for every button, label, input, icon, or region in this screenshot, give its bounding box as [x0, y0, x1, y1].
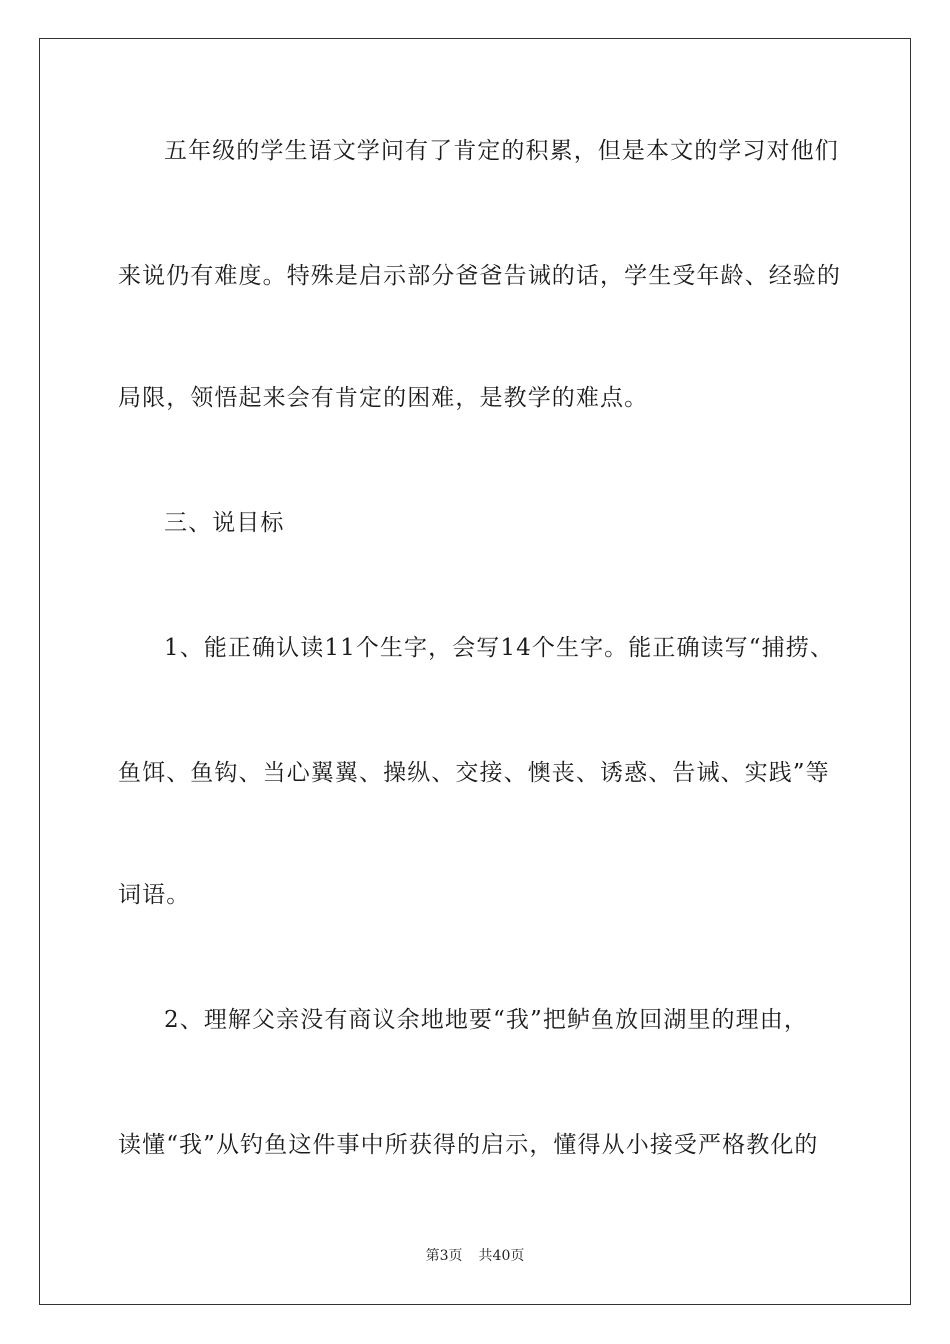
total-pages: 共40页	[478, 1248, 525, 1264]
paragraph-line: 五年级的学生语文学问有了肯定的积累，但是本文的学习对他们	[164, 138, 839, 164]
section-heading: 三、说目标	[164, 510, 285, 536]
page-border	[39, 38, 911, 1305]
page-number: 第3页	[425, 1248, 463, 1264]
paragraph-line: 局限，领悟起来会有肯定的困难，是教学的难点。	[118, 385, 649, 411]
paragraph-line: 读懂“我”从钓鱼这件事中所获得的启示，懂得从小接受严格教化的	[118, 1132, 819, 1158]
page-footer	[0, 1246, 950, 1266]
paragraph-line: 鱼饵、鱼钩、当心翼翼、操纵、交接、懊丧、诱惑、告诫、实践”等	[118, 760, 830, 786]
paragraph-line: 词语。	[118, 882, 191, 908]
paragraph-line: 2、理解父亲没有商议余地地要“我”把鲈鱼放回湖里的理由，	[164, 1007, 808, 1033]
paragraph-line: 1、能正确认读11个生字，会写14个生字。能正确读写“捕捞、	[164, 635, 834, 661]
paragraph-line: 来说仍有难度。特殊是启示部分爸爸告诫的话，学生受年龄、经验的	[118, 263, 841, 289]
